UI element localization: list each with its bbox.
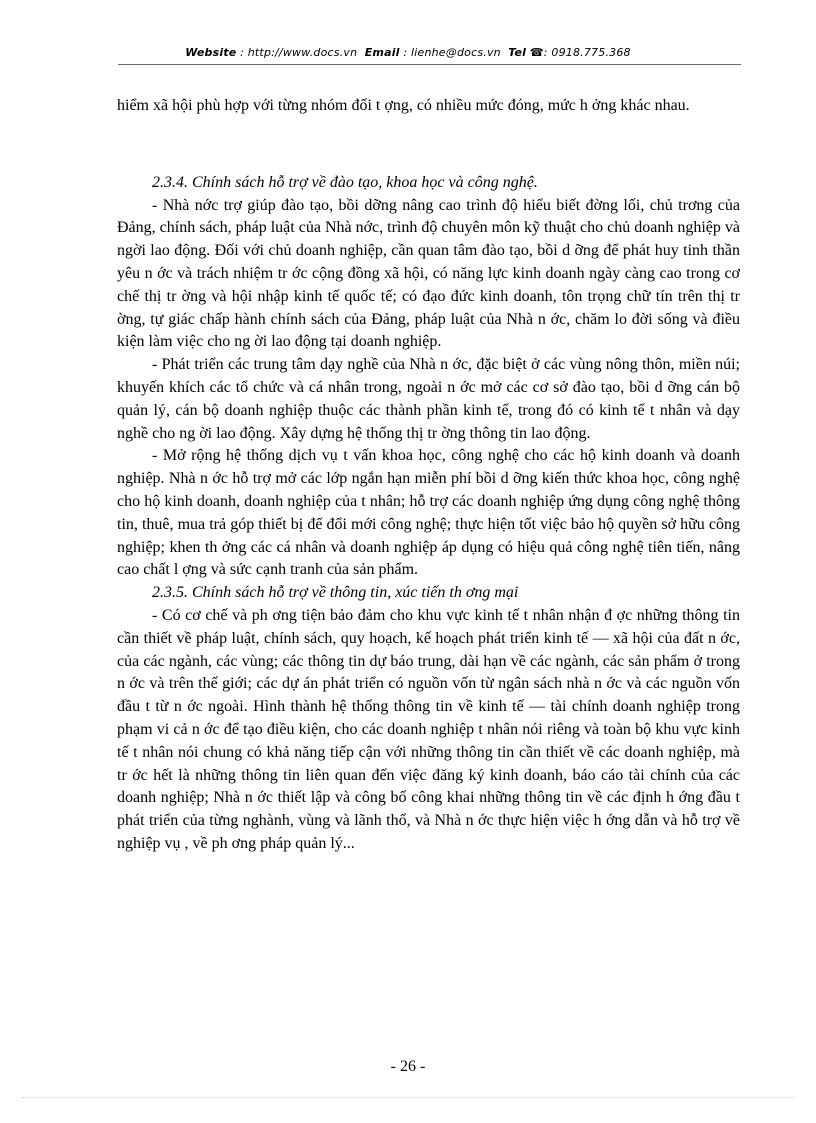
paragraph-training: - Nhà nớc trợ giúp đào tạo, bồi dỡng nâng cao trình độ hiểu biết đờng lối, chủ trơng của Đảng, chính sách, pháp luật của Nhà nớc, trình độ chuyên môn kỹ thuật cho chủ doanh nghiệp và ngời lao động. Đối với chủ doanh nghiệp, cần quan tâm đào tạo, bồi d ỡng để phát huy tinh thần yêu n ớc và trách nhiệm tr ớc cộng đồng xã hội, có năng lực kinh doanh ngày càng cao trong cơ chế thị tr ờng và hội nhập kinh tế quốc tế; có đạo đức kinh doanh, tôn trọng chữ tín trên thị tr ờng, tự giác chấp hành chính sách của Đảng, pháp luật của Nhà n ớc, chăm lo đời sống và điều kiện làm việc cho ng ời lao động tại doanh nghiệp.: [117, 196, 740, 351]
tel-label: Tel: [508, 46, 527, 59]
paragraph-vocational: - Phát triển các trung tâm dạy nghề của Nhà n ớc, đặc biệt ở các vùng nông thôn, miền núi; khuyến khích các tổ chức và cá nhân trong, ngoài n ớc mở các cơ sở đào tạo, bồi d ỡng cán bộ quản lý, cán bộ doanh nghiệp thuộc các thành phần kinh tế, trong đó có kinh tế t nhân và dạy nghề cho ng ời lao động. Xây dựng hệ thống thị tr ờng thông tin lao động.: [117, 356, 740, 442]
email-value: : lienhe@docs.vn: [403, 46, 501, 59]
page-number: - 26 -: [390, 1058, 426, 1075]
phone-icon: ☎: [529, 46, 544, 59]
document-body: [117, 95, 740, 856]
website-label: Website: [185, 46, 237, 59]
paragraph-information: - Có cơ chế và ph ơng tiện bảo đảm cho khu vực kinh tế t nhân nhận đ ợc những thông tin cần thiết về pháp luật, chính sách, quy hoạch, kế hoạch phát triển kinh tế — xã hội của đất n ớc, của các ngành, các vùng; các thông tin dự báo trung, dài hạn về các ngành, các sản phẩm ở trong n ớc và trên thế giới; các dự án phát triển có nguồn vốn từ ngân sách nhà n ớc và các nguồn vốn đầu t từ n ớc ngoài. Hình thành hệ thống thông tin về kinh tế — tài chính doanh nghiệp trong phạm vi cả n ớc để tạo điều kiện, cho các doanh nghiệp t nhân nói riêng và toàn bộ khu vực kinh tế t nhân nói chung có khả năng tiếp cận với những thông tin cần thiết về các doanh nghiệp, mà tr ớc hết là những thông tin liên quan đến việc đăng ký kinh doanh, báo cáo tài chính của các doanh nghiệp; Nhà n ớc thiết lập và công bố công khai những thông tin về các định h ớng đầu t phát triển của từng nghành, vùng và lãnh thổ, và Nhà n ớc thực hiện việc h ớng dẫn và hỗ trợ về nghiệp vụ , về ph ơng pháp quản lý...: [117, 606, 740, 852]
section-heading-2-3-5: 2.3.5. Chính sách hỗ trợ về thông tin, xúc tiến th ơng mại: [152, 584, 519, 602]
paragraph-continued: hiểm xã hội phù hợp với từng nhóm đối t ợng, có nhiều mức đóng, mức h ởng khác nhau.: [117, 97, 690, 114]
footer-divider: [22, 1097, 794, 1098]
email-label: Email: [364, 46, 400, 59]
website-value: : http://www.docs.vn: [240, 46, 358, 59]
header-divider: [118, 64, 741, 65]
section-heading-2-3-4: 2.3.4. Chính sách hỗ trợ về đào tạo, khoa học và công nghệ.: [152, 173, 538, 191]
tel-value: : 0918.775.368: [543, 46, 631, 59]
paragraph-science-tech: - Mở rộng hệ thống dịch vụ t vấn khoa học, công nghệ cho các hộ kinh doanh và doanh nghiệp. Nhà n ớc hỗ trợ mở các lớp ngắn hạn miễn phí bồi d ỡng kiến thức khoa học, công nghệ cho hộ kinh doanh, doanh nghiệp của t nhân; hỗ trợ các doanh nghiệp ứng dụng công nghệ thông tin, thuê, mua trả góp thiết bị để đổi mới công nghệ; thực hiện tốt việc bảo hộ quyền sở hữu công nghiệp; khen th ởng các cá nhân và doanh nghiệp áp dụng có hiệu quả công nghệ tiên tiến, nâng cao chất l ợng và sức cạnh tranh của sản phẩm.: [117, 447, 740, 579]
page-header: [0, 46, 816, 59]
